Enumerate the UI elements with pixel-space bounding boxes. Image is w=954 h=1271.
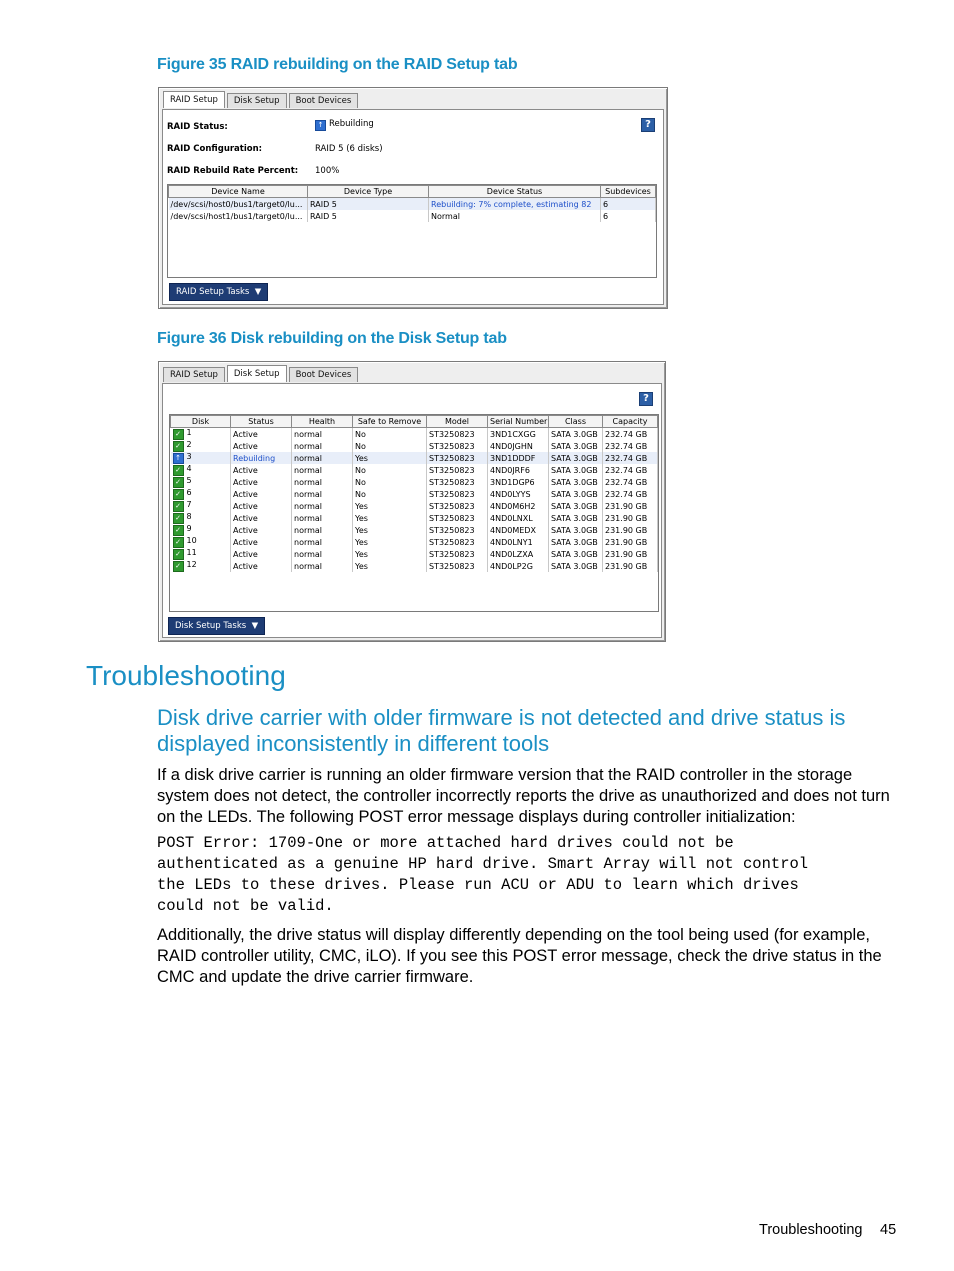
disk-model: ST3250823 [427,512,488,524]
raid-status-text: Rebuilding [329,119,374,129]
safe-to-remove: Yes [353,536,427,548]
raid-setup-screenshot [158,87,668,309]
disk-number-label: 12 [186,560,197,569]
disk-status: Active [231,512,292,524]
disk-number [171,452,231,464]
help-icon[interactable]: ? [639,392,653,406]
subdevices: 6 [601,210,656,222]
disk-health: normal [292,452,353,464]
raid-config-value: RAID 5 (6 disks) [315,144,383,154]
column-header[interactable]: Device Type [308,186,429,198]
disk-capacity: 231.90 GB [603,548,658,560]
disk-class: SATA 3.0GB [549,428,603,441]
rebuilding-icon: ↑ [173,453,184,464]
disk-class: SATA 3.0GB [549,548,603,560]
safe-to-remove: No [353,464,427,476]
disk-capacity: 231.90 GB [603,560,658,572]
table-row[interactable] [171,536,658,548]
disk-class: SATA 3.0GB [549,476,603,488]
disk-model: ST3250823 [427,536,488,548]
tab-bar [163,93,360,109]
rebuilding-icon: ↑ [315,120,326,131]
device-type: RAID 5 [308,210,429,222]
disk-number-label: 1 [186,428,192,437]
disk-health: normal [292,524,353,536]
table-row[interactable] [171,464,658,476]
disk-number [171,524,231,536]
disk-model: ST3250823 [427,440,488,452]
disk-model: ST3250823 [427,464,488,476]
table-row[interactable] [171,500,658,512]
disk-capacity: 232.74 GB [603,428,658,441]
disk-class: SATA 3.0GB [549,524,603,536]
disk-status: Active [231,500,292,512]
disk-status: Active [231,476,292,488]
serial-number: 3ND1DGP6 [488,476,549,488]
safe-to-remove: No [353,488,427,500]
disk-number-label: 10 [186,536,197,545]
check-icon: ✓ [173,525,184,536]
footer-section-name: Troubleshooting [759,1222,863,1238]
table-row[interactable] [171,428,658,441]
safe-to-remove: No [353,428,427,441]
raid-status-value [315,119,374,131]
disk-number [171,560,231,572]
disk-capacity: 232.74 GB [603,488,658,500]
disk-status: Active [231,536,292,548]
section-title: Troubleshooting [86,660,286,691]
check-icon: ✓ [173,537,184,548]
paragraph-intro: If a disk drive carrier is running an older firmware version that the RAID controller in the storage system does not detect, the controller incorrectly reports the drive as unauthorized and does not turn on the LEDs. The following POST error message displays during controller initialization: [157,766,890,826]
disk-status: Active [231,428,292,441]
disk-capacity: 232.74 GB [603,476,658,488]
serial-number: 4ND0LZXA [488,548,549,560]
column-header[interactable]: Status [231,416,292,428]
disk-setup-tasks-button[interactable] [168,617,265,635]
table-row[interactable] [169,198,656,211]
safe-to-remove: Yes [353,452,427,464]
table-row[interactable] [171,476,658,488]
table-row[interactable] [171,512,658,524]
device-status: Normal [429,210,601,222]
serial-number: 4ND0LP2G [488,560,549,572]
disk-health: normal [292,560,353,572]
paragraph-additional: Additionally, the drive status will display differently depending on the tool being used (for example, RAID controller utility, CMC, iLO). If you see this POST error message, check the drive status in the CMC and update the drive carrier firmware. [157,926,882,986]
raid-setup-tasks-button[interactable] [169,283,268,301]
disk-number [171,548,231,560]
disk-number [171,428,231,441]
disk-model: ST3250823 [427,452,488,464]
check-icon: ✓ [173,501,184,512]
check-icon: ✓ [173,489,184,500]
disk-number-label: 2 [186,440,192,449]
column-header[interactable]: Health [292,416,353,428]
device-name: /dev/scsi/host0/bus1/target0/lu... [169,198,308,211]
serial-number: 4ND0MEDX [488,524,549,536]
figure-36-caption: Figure 36 Disk rebuilding on the Disk Setup tab [157,330,507,347]
raid-setup-panel [162,109,664,305]
disk-health: normal [292,512,353,524]
post-error-code-block: POST Error: 1709-One or more attached hard drives could not be authenticated as a genuine HP hard drive. Smart Array will not control the LEDs to these drives. Please run ACU or ADU to learn which drives could not be valid. [157,834,809,915]
disk-status: Active [231,560,292,572]
serial-number: 3ND1DDDF [488,452,549,464]
disk-class: SATA 3.0GB [549,536,603,548]
disk-capacity: 231.90 GB [603,512,658,524]
tab-disk-setup[interactable]: Disk Setup [227,93,287,108]
disk-number-label: 6 [186,488,192,497]
disk-class: SATA 3.0GB [549,500,603,512]
disk-number-label: 8 [186,512,192,521]
device-name: /dev/scsi/host1/bus1/target0/lu... [169,210,308,222]
disk-model: ST3250823 [427,428,488,441]
subsection-title: Disk drive carrier with older firmware is not detected and drive status is displayed inconsistently in different tools [157,705,846,756]
disk-number-label: 5 [186,476,192,485]
rebuild-rate-label: RAID Rebuild Rate Percent: [167,166,299,176]
device-type: RAID 5 [308,198,429,211]
help-icon[interactable]: ? [641,118,655,132]
disk-status: Rebuilding [231,452,292,464]
disk-health: normal [292,476,353,488]
disk-model: ST3250823 [427,488,488,500]
column-header[interactable]: Safe to Remove [353,416,427,428]
table-row[interactable] [171,524,658,536]
page-number: 45 [880,1222,897,1238]
disk-health: normal [292,488,353,500]
device-status: Rebuilding: 7% complete, estimating 82 [429,198,601,211]
safe-to-remove: Yes [353,524,427,536]
table-row[interactable] [171,440,658,452]
check-icon: ✓ [173,477,184,488]
disk-number-label: 4 [186,464,192,473]
rebuild-rate-value: 100% [315,166,340,176]
check-icon: ✓ [173,465,184,476]
table-header [169,186,656,198]
safe-to-remove: Yes [353,512,427,524]
table-row[interactable] [169,210,656,222]
raid-device-table [167,184,657,278]
disk-model: ST3250823 [427,476,488,488]
chevron-down-icon: ▼ [252,287,262,297]
disk-status: Active [231,440,292,452]
disk-class: SATA 3.0GB [549,512,603,524]
table-row[interactable] [171,548,658,560]
check-icon: ✓ [173,441,184,452]
raid-setup-tasks-label: RAID Setup Tasks [176,287,250,297]
check-icon: ✓ [173,561,184,572]
column-header[interactable]: Disk [171,416,231,428]
tab-bar [163,367,360,383]
disk-capacity: 231.90 GB [603,500,658,512]
serial-number: 4ND0M6H2 [488,500,549,512]
disk-capacity: 232.74 GB [603,440,658,452]
raid-status-label: RAID Status: [167,122,228,132]
safe-to-remove: No [353,440,427,452]
disk-health: normal [292,428,353,441]
column-header[interactable]: Device Name [169,186,308,198]
disk-number [171,500,231,512]
check-icon: ✓ [173,549,184,560]
disk-setup-panel [162,383,662,638]
column-header[interactable]: Model [427,416,488,428]
serial-number: 4ND0JRF6 [488,464,549,476]
disk-status: Active [231,464,292,476]
serial-number: 4ND0LNY1 [488,536,549,548]
disk-class: SATA 3.0GB [549,464,603,476]
disk-class: SATA 3.0GB [549,560,603,572]
safe-to-remove: No [353,476,427,488]
safe-to-remove: Yes [353,560,427,572]
column-header[interactable]: Capacity [603,416,658,428]
tab-disk-setup[interactable]: Disk Setup [227,365,287,382]
table-row[interactable] [171,488,658,500]
check-icon: ✓ [173,513,184,524]
raid-config-label: RAID Configuration: [167,144,263,154]
table-header [171,416,658,428]
table-row[interactable] [171,560,658,572]
disk-model: ST3250823 [427,500,488,512]
disk-class: SATA 3.0GB [549,488,603,500]
disk-number-label: 9 [186,524,192,533]
disk-number [171,536,231,548]
disk-setup-tasks-label: Disk Setup Tasks [175,621,247,631]
disk-status: Active [231,548,292,560]
tab-raid-setup[interactable]: RAID Setup [163,91,225,108]
check-icon: ✓ [173,429,184,440]
tab-raid-setup[interactable]: RAID Setup [163,367,225,382]
column-header[interactable]: Serial Number [488,416,549,428]
tab-boot-devices[interactable]: Boot Devices [289,93,359,108]
disk-model: ST3250823 [427,560,488,572]
disk-model: ST3250823 [427,524,488,536]
disk-number-label: 3 [186,452,192,461]
column-header[interactable]: Subdevices [601,186,656,198]
serial-number: 3ND1CXGG [488,428,549,441]
disk-health: normal [292,440,353,452]
disk-health: normal [292,500,353,512]
disk-health: normal [292,548,353,560]
serial-number: 4ND0JGHN [488,440,549,452]
disk-number-label: 7 [186,500,192,509]
disk-number [171,464,231,476]
disk-health: normal [292,464,353,476]
subdevices: 6 [601,198,656,211]
disk-capacity: 232.74 GB [603,464,658,476]
chevron-down-icon: ▼ [248,621,259,631]
serial-number: 4ND0LYYS [488,488,549,500]
serial-number: 4ND0LNXL [488,512,549,524]
disk-setup-screenshot [158,361,666,642]
disk-number-label: 11 [186,548,197,557]
disk-status: Active [231,524,292,536]
disk-capacity: 232.74 GB [603,452,658,464]
figure-35-caption: Figure 35 RAID rebuilding on the RAID Setup tab [157,56,518,73]
disk-capacity: 231.90 GB [603,524,658,536]
disk-class: SATA 3.0GB [549,440,603,452]
disk-table [169,414,659,612]
disk-number [171,512,231,524]
disk-capacity: 231.90 GB [603,536,658,548]
disk-number [171,476,231,488]
column-header[interactable]: Class [549,416,603,428]
tab-boot-devices[interactable]: Boot Devices [289,367,359,382]
disk-health: normal [292,536,353,548]
disk-model: ST3250823 [427,548,488,560]
disk-class: SATA 3.0GB [549,452,603,464]
safe-to-remove: Yes [353,500,427,512]
disk-number [171,440,231,452]
safe-to-remove: Yes [353,548,427,560]
column-header[interactable]: Device Status [429,186,601,198]
disk-status: Active [231,488,292,500]
disk-number [171,488,231,500]
table-row[interactable] [171,452,658,464]
